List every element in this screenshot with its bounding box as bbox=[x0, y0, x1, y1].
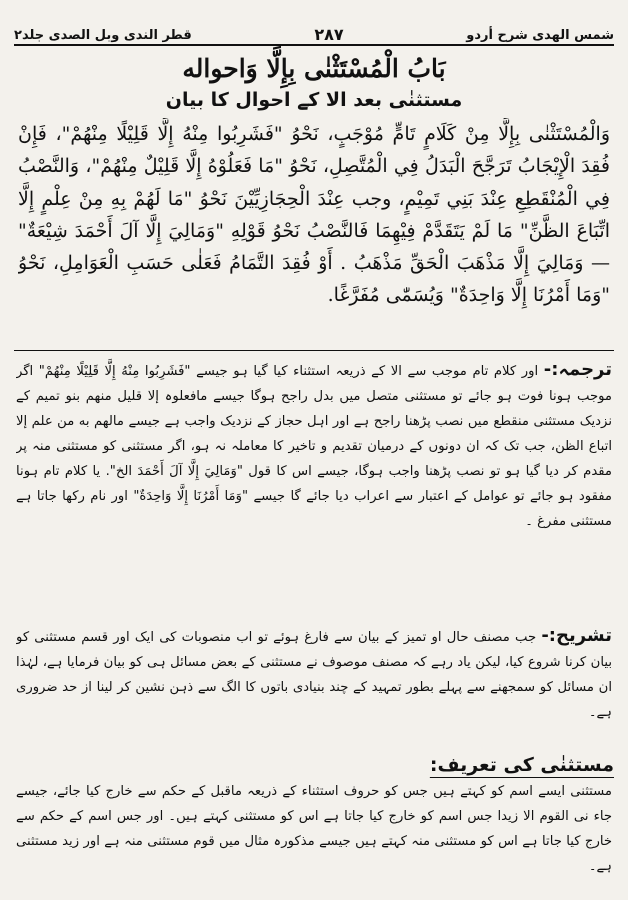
translation-text: اور کلام تام موجب سے الا کے ذریعہ استثناء کیا گیا ہو جیسے "فَشَرِبُوا مِنْهُ إِلَّا قَلِيْلًا مِنْهُمْ" اگر موجب ہونا فوت ہو جائے تو مستثنی متصل میں بدل راجح ہوگا جیسے مافعلوہ إلا قليل منهم بنو تمیم کے نزدیک مستثنی منقطع میں نصب پڑھنا راجح ہے اور اہل حجاز کے نزدیک واجب ہے جیسے مالهم به من علم إلا اتباع الظن، جب تک کہ ان دونوں کے درمیان تقدیم و تاخیر کا معاملہ نہ ہو، اگر مستثنی کو مستثنی منہ پر مقدم کر دیا گیا ہو تو نصب پڑھنا واجب ہوگا، جیسے اس کا قول "وَمَالِيَ إِلَّا آلَ أَحْمَدَ الخ". یا کلام تام ہونا مفقود ہو جائے تو عوامل کے اعتبار سے اعراب دیا جائے گا جیسے "وَمَا أَمْرُنَا إِلَّا وَاحِدَةٌ" اور نام رکھا جاتا ہے مستثنی مفرغ ۔ bbox=[16, 364, 612, 529]
book-title-left: قطر الندى وبل الصدى جلد٢ bbox=[14, 28, 192, 43]
chapter-arabic-title: بَابُ الْمُسْتَثْنٰى بِإِلَّا وَاحواله bbox=[182, 54, 446, 83]
translation-paragraph bbox=[16, 357, 612, 619]
book-title-right: شمس الهدى شرح أردو bbox=[466, 28, 614, 43]
definition-heading: مستثنٰی کی تعریف: bbox=[429, 754, 614, 776]
explanation-label: تشریح:- bbox=[541, 625, 612, 646]
explanation-paragraph bbox=[16, 623, 612, 749]
page-number: ۲۸۷ bbox=[314, 25, 344, 44]
translation-label: ترجمہ:- bbox=[543, 359, 612, 380]
chapter-heading bbox=[14, 52, 614, 114]
section-divider bbox=[14, 350, 614, 351]
definition-paragraph: مستثنی ایسے اسم کو کہتے ہیں جس کو حروف استثناء کے ذریعہ ماقبل کے حکم سے خارج کیا جائے، جیسے جاء نی القوم الا زیدا جس اسم کو خارج کیا جاتا ہے اس کو مستثنی کہتے ہیں۔ اور جس اسم کے حکم سے خارج کیا جاتا ہے اس کو مستثنی منہ کہتے ہیں جیسے مذکورہ مثال میں قوم مستثنی منہ ہے اور زید مستثنی ہے۔ bbox=[16, 784, 612, 874]
arabic-matn: وَالْمُسْتَثْنٰى بِإِلَّا مِنْ كَلَامٍ تَامٍّ مُوْجَبٍ، نَحْوُ "فَشَرِبُوا مِنْهُ إِلَّا قَلِيْلًا مِنْهُمْ"، فَإِنْ فُقِدَ الْإِيْجَابُ تَرَجَّحَ الْبَدَلُ فِي الْمُتَّصِلِ، نَحْوُ "مَا فَعَلُوْهُ إِلَّا قَلِيْلٌ مِنْهُمْ"، وَالنَّصْبُ فِي الْمُنْقَطِعِ عِنْدَ بَنِي تَمِيْمٍ، وجب عِنْدَ الْحِجَازِيِّيْنَ نَحْوُ "مَا لَهُمْ بِهِ مِنْ عِلْمٍ إِلَّا اتِّبَاعَ الظَّنِّ" مَا لَمْ يَتَقَدَّمْ فِيْهِمَا فَالنَّصْبُ نَحْوُ قَوْلِهِ "وَمَالِيَ إِلَّا آلَ أَحْمَدَ شِيْعَةٌ" — وَمَالِيَ إِلَّا مَذْهَبَ الْحَقِّ مَذْهَبُ . أَوْ فُقِدَ التَّمَامُ فَعَلٰى حَسَبِ الْعَوَامِلِ، نَحْوُ "وَمَا أَمْرُنَا إِلَّا وَاحِدَةٌ" وَيُسَمّٰى مُفَرَّغًا. bbox=[18, 123, 610, 307]
chapter-urdu-subtitle: مستثنٰی بعد الا کے احوال کا بیان bbox=[165, 89, 463, 111]
explanation-text: جب مصنف حال او تمیز کے بیان سے فارغ ہوئے تو اب منصوبات کی ایک اور قسم مستثنی کو بیان کرنا شروع کیا، لیکن یاد رہے کہ مصنف موصوف نے مستثنی کے بعض مسائل ہی کو بیان فرمایا ہے، لہٰذا ان مسائل کو سمجھنے سے پہلے بطور تمہید کے چند بنیادی باتوں کا الگ سے ذہن نشین کر لینا از حد ضروری ہے۔ bbox=[16, 630, 612, 720]
page-header bbox=[14, 10, 614, 46]
